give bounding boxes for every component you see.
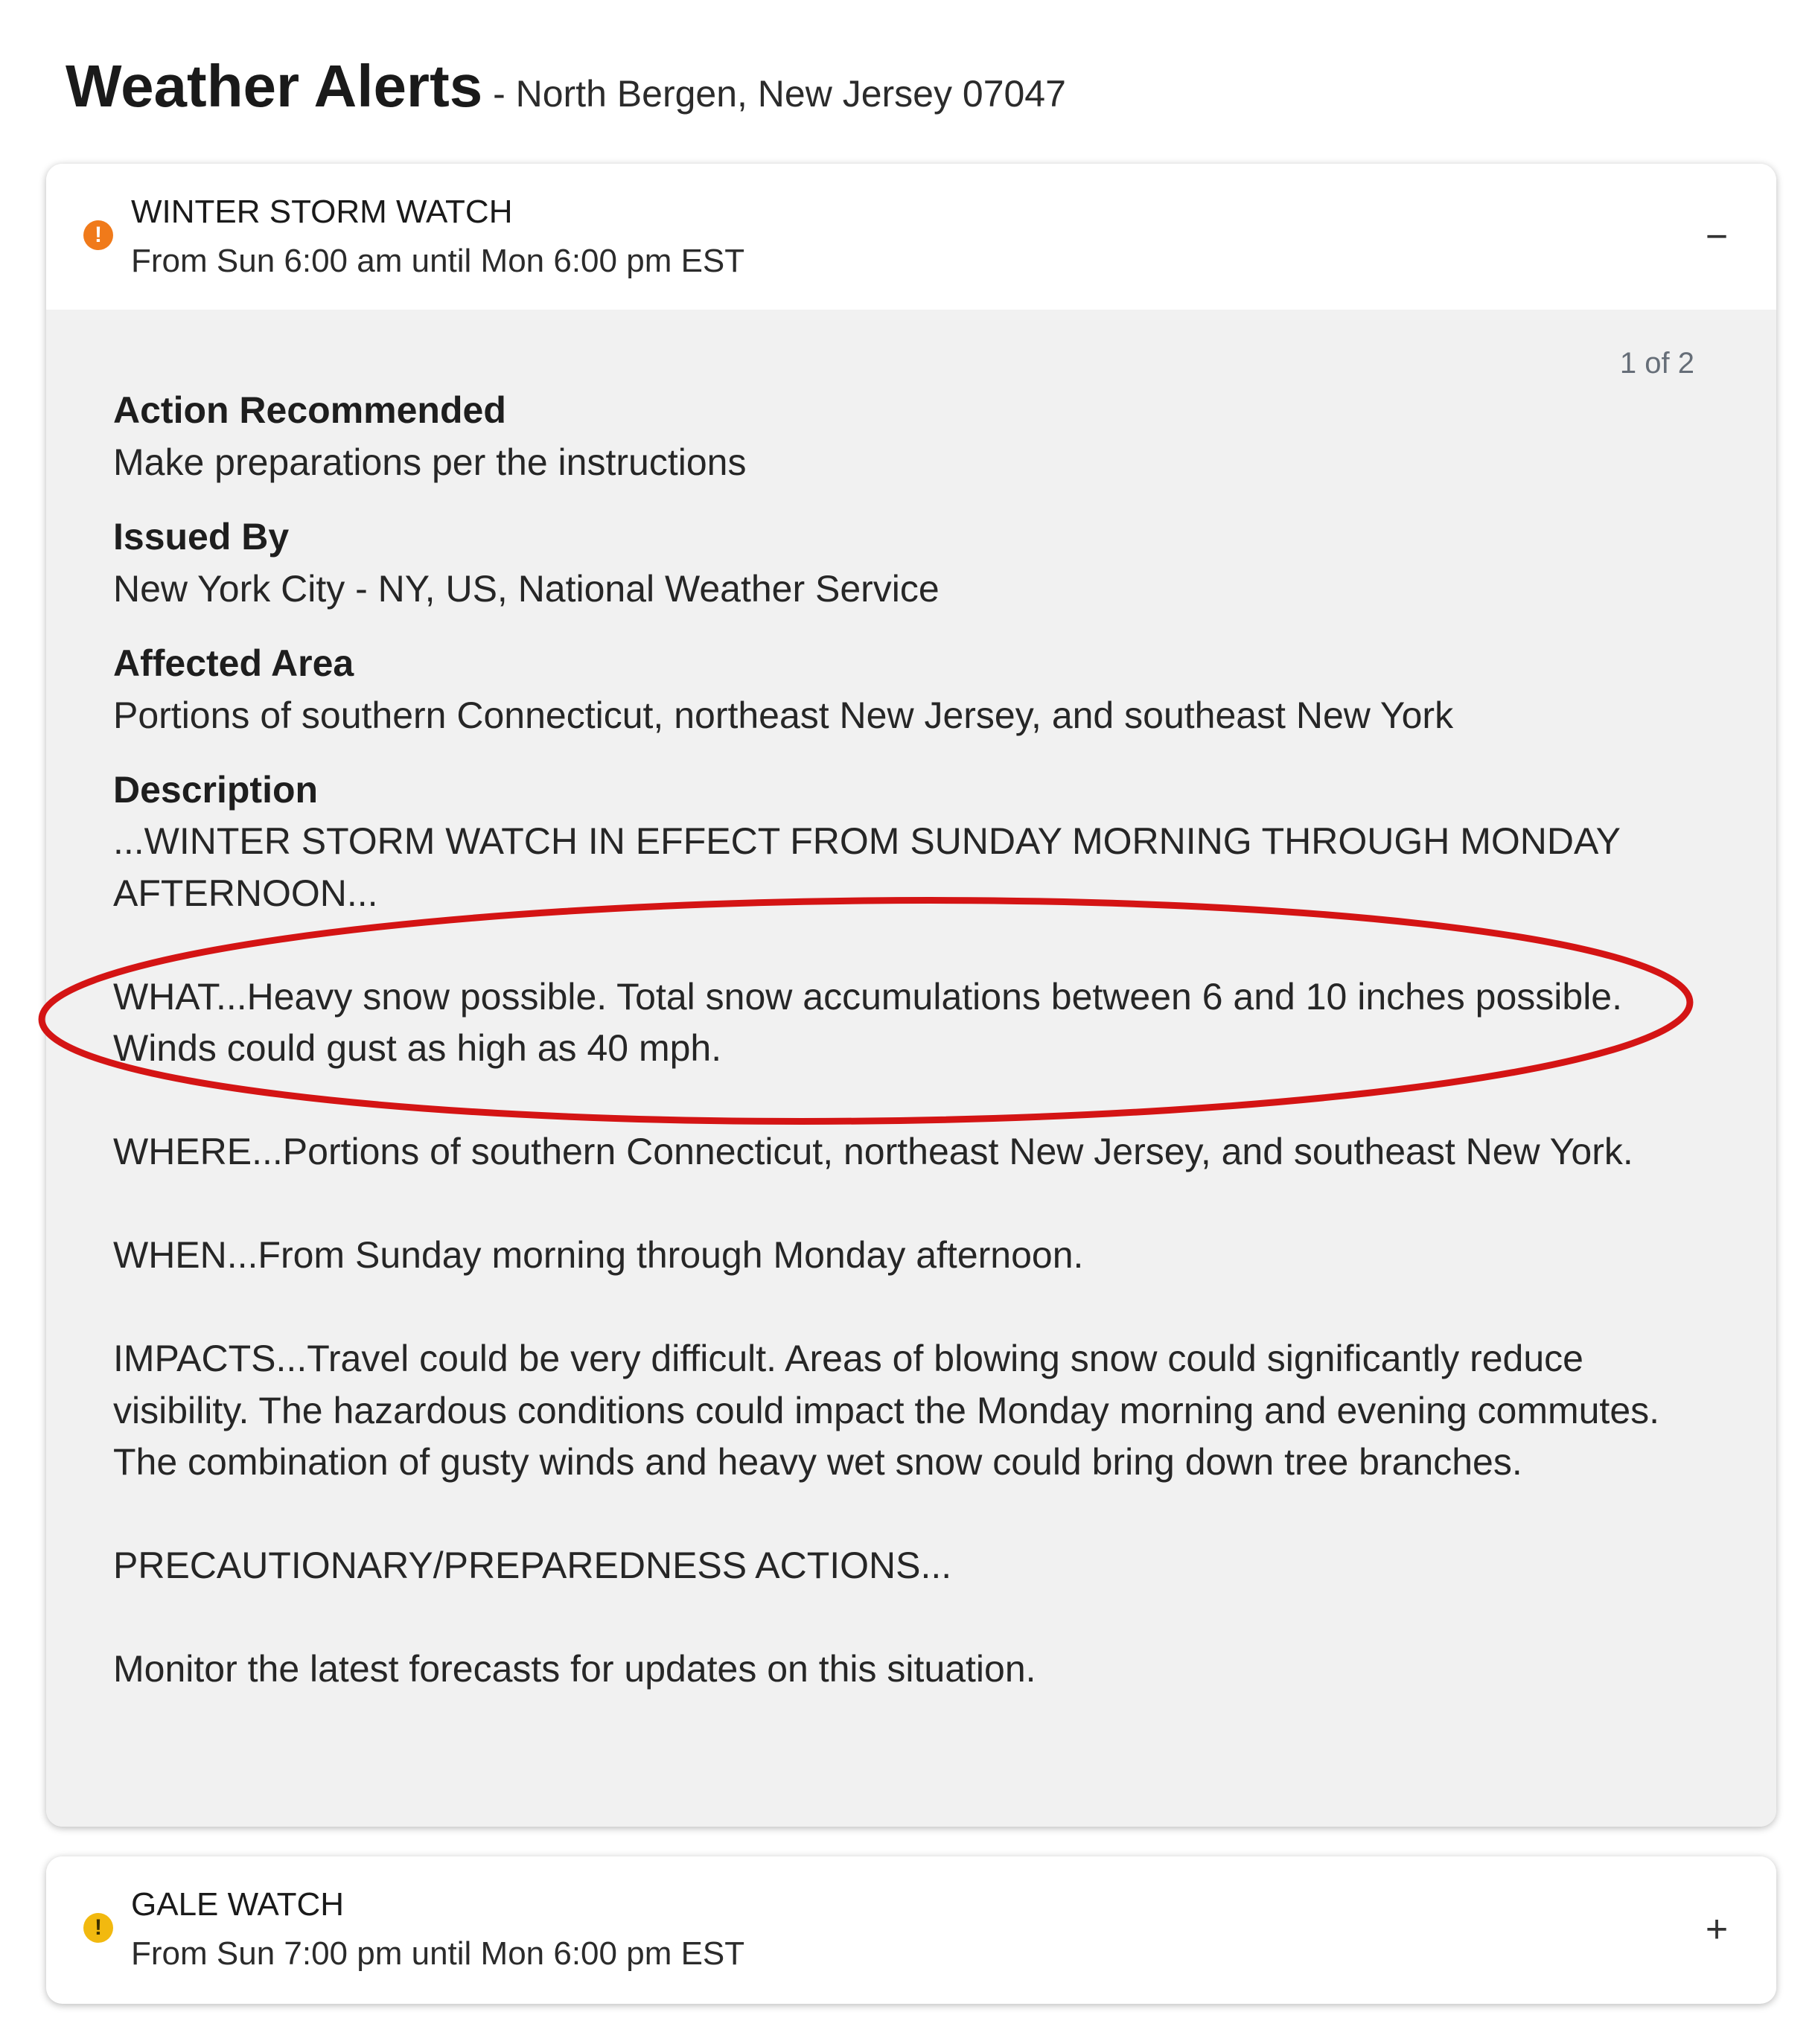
exclamation-icon: ! — [83, 220, 113, 250]
page-title: Weather Alerts — [66, 53, 483, 119]
collapse-button[interactable]: − — [1705, 215, 1729, 258]
alert-card-header[interactable] — [46, 164, 1776, 310]
description-label: Description — [113, 769, 319, 811]
page-header — [66, 52, 1066, 121]
description-paragraph-what: WHAT...Heavy snow possible. Total snow accumulations between 6 and 10 inches possible. Winds could gust as high as 40 mph. — [113, 975, 1623, 1069]
affected-area-label: Affected Area — [113, 642, 354, 684]
alert-time-range: From Sun 6:00 am until Mon 6:00 pm EST — [131, 243, 745, 279]
alert-details — [113, 384, 1706, 1696]
description-paragraph: ...WINTER STORM WATCH IN EFFECT FROM SUNDAY MORNING THROUGH MONDAY AFTERNOON... — [113, 820, 1621, 914]
description-paragraph: Monitor the latest forecasts for updates on this situation. — [113, 1648, 1036, 1690]
description-paragraph: PRECAUTIONARY/PREPAREDNESS ACTIONS... — [113, 1545, 952, 1586]
action-recommended-value: Make preparations per the instructions — [113, 441, 747, 483]
alert-name: GALE WATCH — [131, 1886, 345, 1923]
alert-card-header[interactable] — [46, 1856, 1776, 2002]
alert-pager: 1 of 2 — [1619, 347, 1694, 380]
page-location: - North Bergen, New Jersey 07047 — [482, 73, 1066, 115]
alert-time-range: From Sun 7:00 pm until Mon 6:00 pm EST — [131, 1935, 745, 1972]
description-paragraph: IMPACTS...Travel could be very difficult. Areas of blowing snow could significantly reduce visibility. The hazardous conditions could impact the Monday morning and evening commutes. The combination of gusty winds and heavy wet snow could bring down tree branches. — [113, 1338, 1660, 1483]
expand-button[interactable]: + — [1705, 1908, 1729, 1951]
alert-card-winter-storm-watch — [46, 164, 1776, 1827]
alert-details-panel — [46, 310, 1776, 1827]
description-text — [113, 816, 1706, 1696]
alert-name: WINTER STORM WATCH — [131, 194, 513, 230]
issued-by-label: Issued By — [113, 516, 290, 558]
alert-card-gale-watch — [46, 1856, 1776, 2004]
action-recommended-label: Action Recommended — [113, 389, 506, 431]
issued-by-value: New York City - NY, US, National Weather Service — [113, 568, 940, 610]
description-paragraph: WHERE...Portions of southern Connecticut, northeast New Jersey, and southeast New York. — [113, 1131, 1633, 1172]
description-paragraph: WHEN...From Sunday morning through Monday afternoon. — [113, 1234, 1084, 1276]
affected-area-value: Portions of southern Connecticut, northeast New Jersey, and southeast New York — [113, 694, 1454, 736]
exclamation-icon: ! — [83, 1913, 113, 1943]
